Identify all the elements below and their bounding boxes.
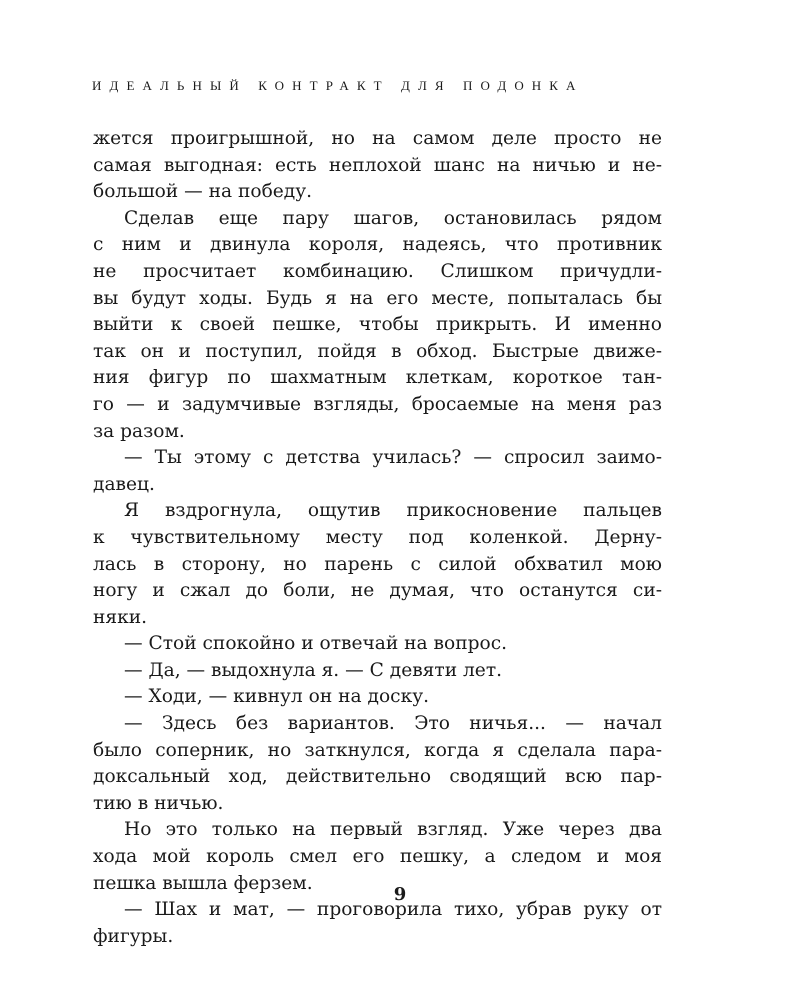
text-line: было соперник, но заткнулся, когда я сделала пара- [93, 739, 662, 761]
text-line: лась в сторону, но парень с силой обхватил мою [93, 553, 662, 575]
text-line: — Стой спокойно и отвечай на вопрос. [124, 633, 508, 655]
text-line: — Да, — выдохнула я. — С девяти лет. [124, 659, 503, 681]
text-line: жется проигрышной, но на самом деле просто не [93, 128, 662, 149]
text-line: ния фигур по шахматным клеткам, короткое тан- [93, 367, 662, 389]
text-line: не просчитает комбинацию. Слишком причудли- [93, 260, 662, 282]
text-line: с ним и двинула короля, надеясь, что противник [93, 234, 662, 256]
running-header-title: ИДЕАЛЬНЫЙ КОНТРАКТ ДЛЯ ПОДОНКА [92, 78, 584, 93]
text-line: давец. [93, 473, 155, 495]
text-line: хода мой король смел его пешку, а следом и моя [93, 846, 662, 868]
text-line: Сделав еще пару шагов, остановилась рядом [124, 207, 662, 229]
text-line: вы будут ходы. Будь я на его месте, попыталась бы [93, 287, 662, 309]
text-line: фигуры. [93, 925, 174, 947]
text-line: ногу и сжал до боли, не думая, что останутся си- [93, 580, 662, 602]
text-line: — Шах и мат, — проговорила тихо, убрав руку от [124, 899, 662, 921]
text-line: к чувствительному месту под коленкой. Дерну- [93, 526, 662, 548]
text-line: Но это только на первый взгляд. Уже через два [124, 819, 662, 841]
text-line: так он и поступил, пойдя в обход. Быстрые движе- [93, 340, 662, 362]
body-text [93, 126, 662, 950]
text-line: выйти к своей пешке, чтобы прикрыть. И именно [93, 314, 662, 336]
text-line: самая выгодная: есть неплохой шанс на ничью и не- [93, 154, 662, 176]
text-line: — Ходи, — кивнул он на доску. [124, 686, 430, 708]
text-line: большой — на победу. [93, 181, 313, 203]
text-line: няки. [93, 606, 148, 628]
text-line: за разом. [93, 420, 185, 442]
text-line: Я вздрогнула, ощутив прикосновение пальцев [124, 500, 662, 522]
text-line: пешка вышла ферзем. [93, 872, 313, 894]
text-line: — Ты этому с детства училась? — спросил заимо- [124, 447, 662, 469]
page-number: 9 [393, 884, 407, 905]
text-line: доксальный ход, действительно сводящий всю пар- [93, 766, 662, 788]
text-line: го — и задумчивые взгляды, бросаемые на меня раз [93, 393, 662, 415]
text-line: тию в ничью. [93, 792, 224, 814]
text-line: — Здесь без вариантов. Это ничья... — начал [124, 713, 662, 735]
